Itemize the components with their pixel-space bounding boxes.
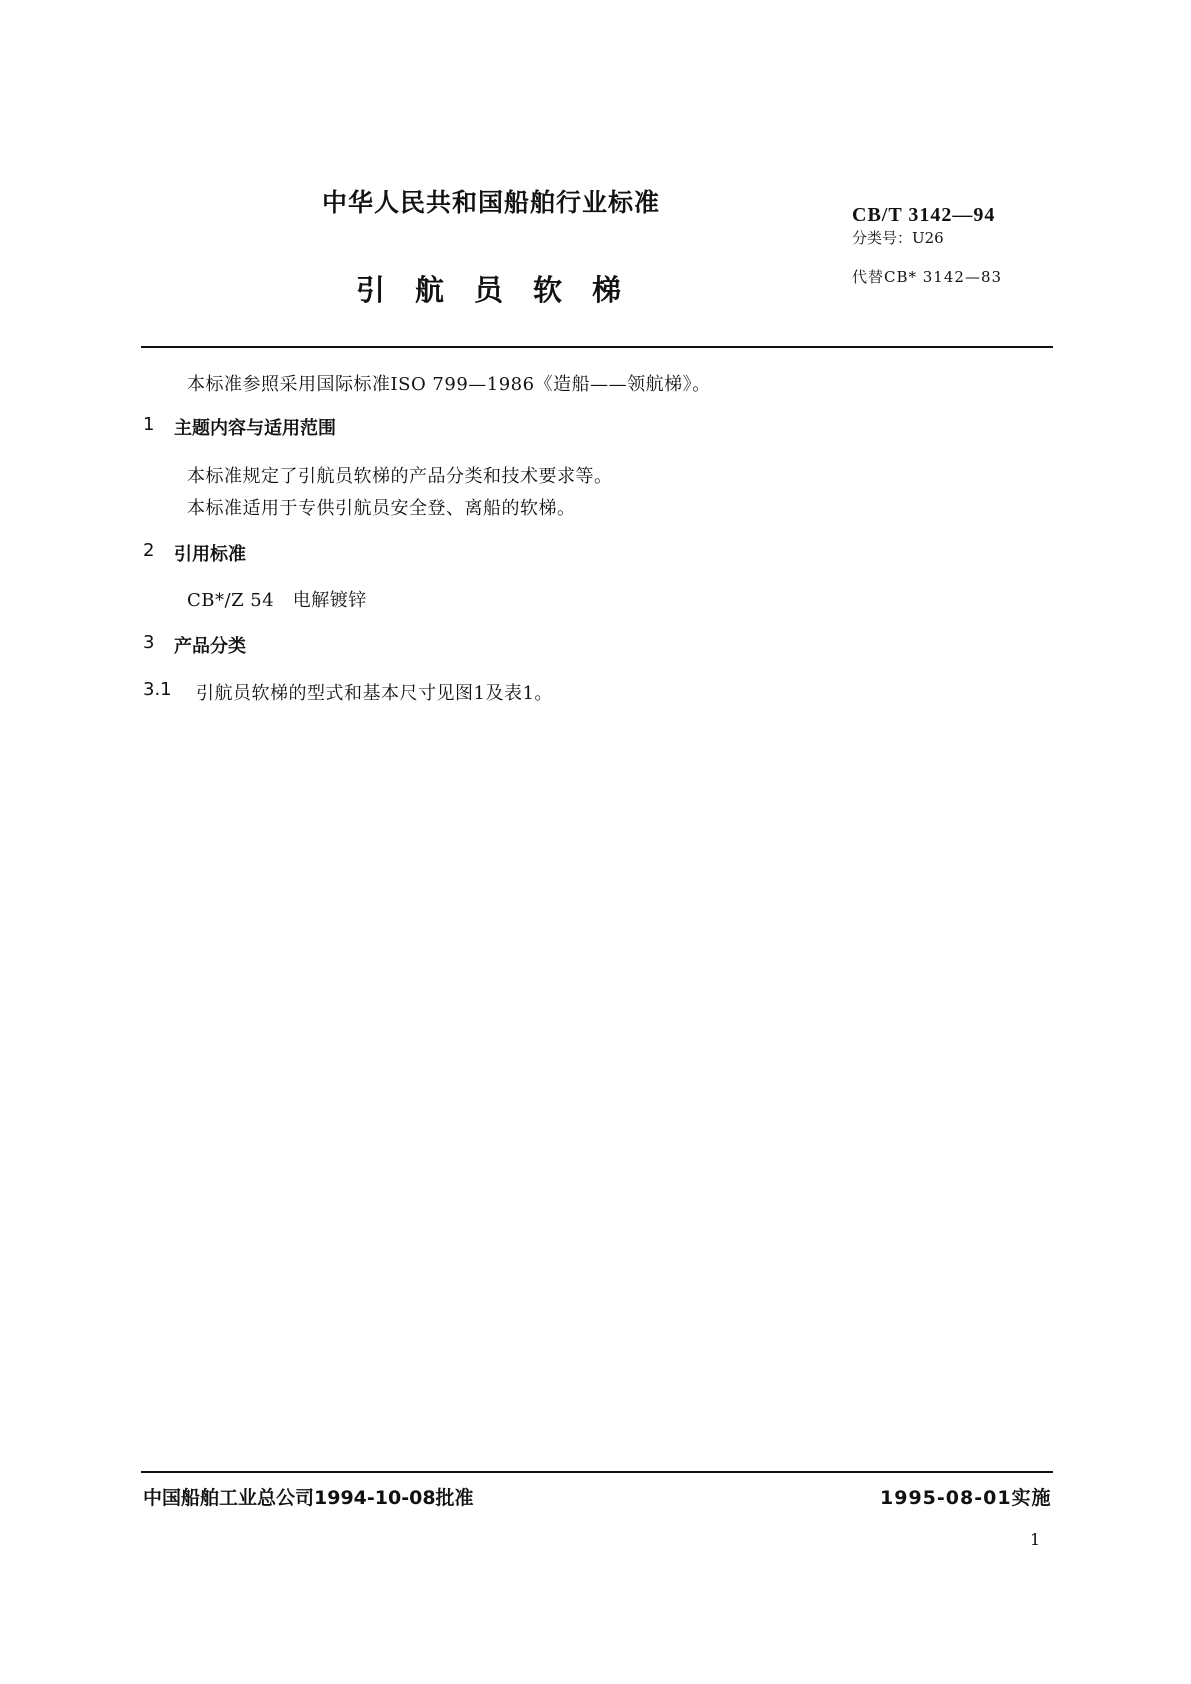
approval-line: 中国船舶工业总公司1994-10-08批准 <box>143 1487 474 1509</box>
section-3-title: 产品分类 <box>174 636 246 657</box>
section-2-number: 2 <box>143 540 155 561</box>
clause-3-1-text: 引航员软梯的型式和基本尺寸见图1及表1。 <box>196 683 553 704</box>
section-1-number: 1 <box>143 414 155 435</box>
section-1-paragraph-2: 本标准适用于专供引航员安全登、离船的软梯。 <box>187 498 576 519</box>
page-number: 1 <box>1030 1530 1041 1549</box>
section-1-paragraph-1: 本标准规定了引航员软梯的产品分类和技术要求等。 <box>187 466 613 487</box>
section-3-number: 3 <box>143 632 155 653</box>
footer-divider <box>141 1471 1053 1473</box>
standard-code-text: CB/T 3142—94 <box>852 204 996 226</box>
standard-code <box>852 202 995 227</box>
standard-category-heading: 中华人民共和国船舶行业标准 <box>322 188 661 217</box>
intro-paragraph: 本标准参照采用国际标准ISO 799—1986《造船——领航梯》。 <box>187 374 711 395</box>
section-1-title: 主题内容与适用范围 <box>174 418 336 439</box>
header-divider <box>141 346 1053 348</box>
document-title: 引航员软梯 <box>356 273 652 307</box>
section-2-reference: CB*/Z 54 电解镀锌 <box>187 590 367 611</box>
classification-number: 分类号：U26 <box>852 229 944 247</box>
section-2-title: 引用标准 <box>174 544 246 565</box>
clause-3-1-number: 3.1 <box>143 679 172 700</box>
implementation-date: 1995-08-01实施 <box>880 1487 1052 1509</box>
replaces-standard: 代替CB* 3142—83 <box>852 268 1003 286</box>
